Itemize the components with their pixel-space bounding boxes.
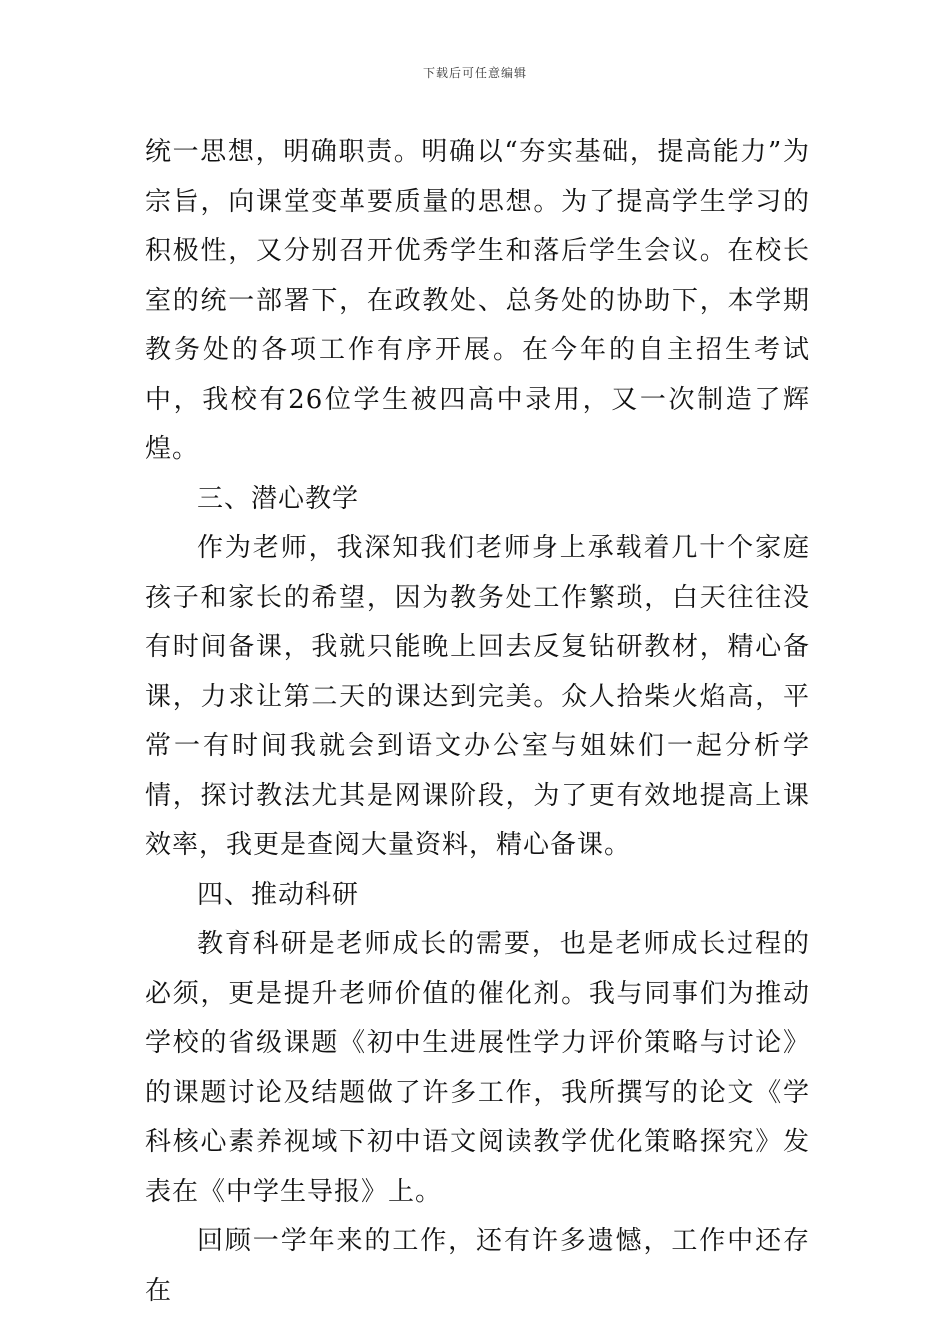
section-heading-teaching: 三、潜心教学 [197, 483, 360, 514]
section-heading-research: 四、推动科研 [197, 879, 360, 910]
document-body [145, 128, 810, 1316]
paragraph-unity: 统一思想，明确职责。明确以“夯实基础，提高能力”为宗旨，向课堂变革要质量的思想。为了提高学生学习的积极性，又分别召开优秀学生和落后学生会议。在校长室的统一部署下，在政教处、总务处的协助下，本学期教务处的各项工作有序开展。在今年的自主招生考试中，我校有26位学生被四高中录用，又一次制造了辉煌。 [145, 137, 810, 464]
paragraph-teaching: 作为老师，我深知我们老师身上承载着几十个家庭孩子和家长的希望，因为教务处工作繁琐，白天往往没有时间备课，我就只能晚上回去反复钻研教材，精心备课，力求让第二天的课达到完美。众人拾柴火焰高，平常一有时间我就会到语文办公室与姐妹们一起分析学情，探讨教法尤其是网课阶段，为了更有效地提高上课效率，我更是查阅大量资料，精心备课。 [145, 533, 810, 860]
paragraph-research: 教育科研是老师成长的需要，也是老师成长过程的必须，更是提升老师价值的催化剂。我与同事们为推动学校的省级课题《初中生进展性学力评价策略与讨论》的课题讨论及结题做了许多工作，我所撰写的论文《学科核心素养视域下初中语文阅读教学优化策略探究》发表在《中学生导报》上。 [145, 929, 810, 1207]
header-note: 下载后可任意编辑 [422, 66, 527, 80]
paragraph-review: 回顾一学年来的工作，还有许多遗憾，工作中还存在 [145, 1226, 810, 1306]
